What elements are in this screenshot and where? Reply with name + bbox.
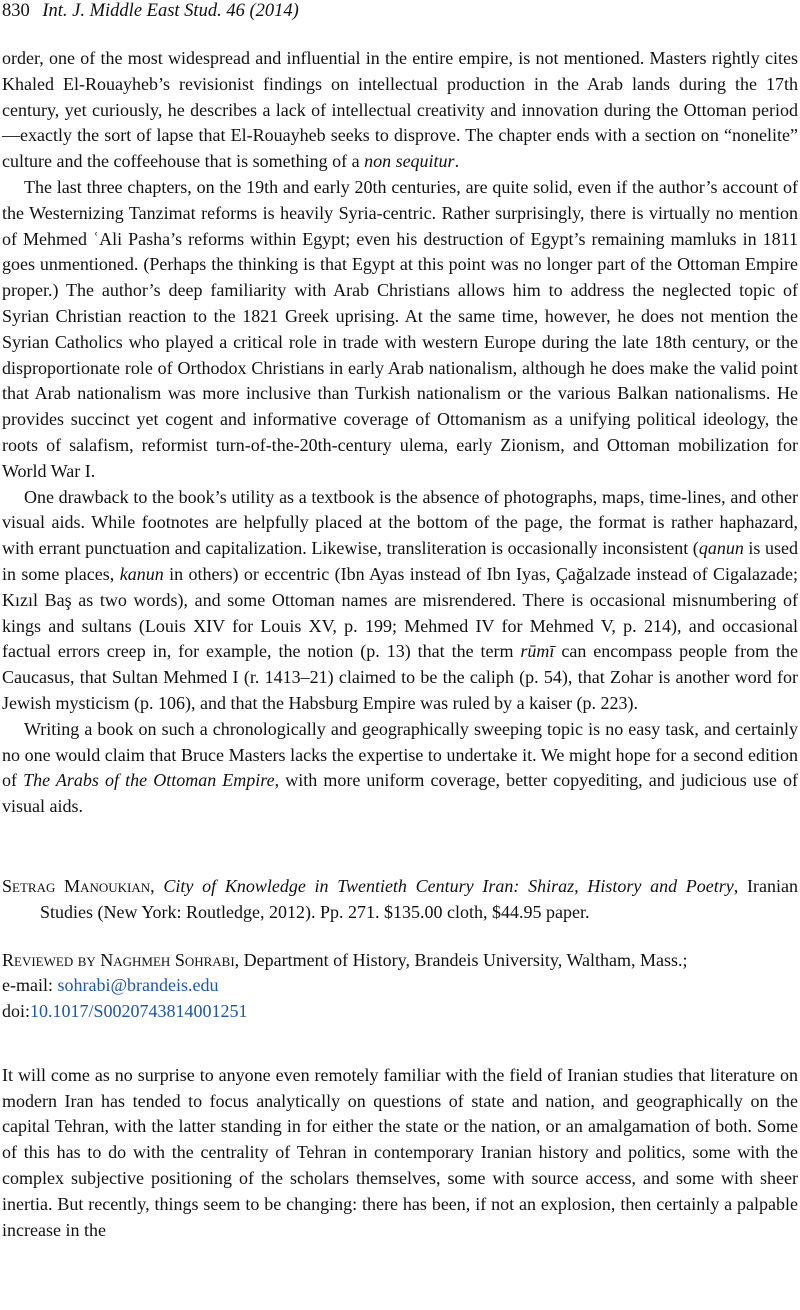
- page-number: 830: [2, 1, 30, 21]
- reviewer-line: [2, 948, 798, 1000]
- email-link[interactable]: sohrabi@brandeis.edu: [57, 975, 219, 996]
- book-title: City of Knowledge in Twentieth Century Iran: Shiraz, History and Poetry: [163, 875, 734, 896]
- italic-term: rūmī: [520, 641, 555, 662]
- paragraph-text: One drawback to the book’s utility as a textbook is the absence of photographs, maps, time-lines, and other visual aids. While footnotes are helpfully placed at the bottom of the page, the format is rather haphazard, with errant punctuation and capitalization. Likewise, transliteration is occasionally inconsistent (: [2, 486, 798, 559]
- paragraph-text: can encompass people from the Caucasus, that Sultan Mehmed I (r. 1413–21) claimed to be the caliph (p. 54), that Zohar is another word for Jewish mysticism (p. 106), and that the Habsburg Empire was ruled by a kaiser (p. 223).: [2, 641, 798, 713]
- doi-line: [2, 999, 798, 1025]
- doi-link[interactable]: 10.1017/S0020743814001251: [30, 1001, 248, 1022]
- book-author: Setrag Manoukian: [2, 875, 151, 896]
- italic-phrase: non sequitur: [364, 151, 455, 172]
- paragraph-text: order, one of the most widespread and influential in the entire empire, is not mentioned. Masters rightly cites Khaled El-Rouayheb’s revisionist findings on intellectual production in the Arab lands during the 17th century, yet curiously, he describes a lack of intellectual creativity and innovation during the Ottoman period—exactly the sort of lapse that El-Rouayheb seeks to disprove. The chapter ends with a section on “nonelite” culture and the coffeehouse that is something of a: [2, 48, 798, 172]
- page-body: [2, 46, 798, 1243]
- section-spacer: [2, 1025, 798, 1063]
- running-head: [2, 0, 798, 22]
- review2-paragraph-1: It will come as no surprise to anyone even remotely familiar with the field of Iranian studies that literature on modern Iran has tended to focus analytically on questions of state and nation, and geographically on the capital Tehran, with the latter standing in for either the state or the nation, or an amalgamation of both. Some of this has to do with the centrality of Tehran in contemporary Iranian history and politics, some with the complex subjective positioning of the scholars themselves, some with source access, and some with sheer inertia. But recently, things seem to be changing: there has been, if not an explosion, then certainly a palpable increase in the: [2, 1064, 798, 1240]
- paragraph-text: .: [454, 151, 460, 172]
- reviewer-name: Reviewed by Naghmeh Sohrabi: [2, 949, 235, 970]
- paragraph-text: Writing a book on such a chronologically and geographically sweeping topic is no easy task, and certainly no one would claim that Bruce Masters lacks the expertise to undertake it. We might hope for a second edition of: [2, 718, 798, 791]
- review1-paragraph-2: The last three chapters, on the 19th and early 20th centuries, are quite solid, even if the author’s account of the Westernizing Tanzimat reforms is heavily Syria-centric. Rather surprisingly, there is virtually no mention of Mehmed ʿAli Pasha’s reforms within Egypt; even his destruction of Egypt’s remaining mamluks in 1811 goes unmentioned. (Perhaps the thinking is that Egypt at this point was no longer part of the Ottoman Empire proper.) The author’s deep familiarity with Arab Christians allows him to address the neglected topic of Syrian Christian reaction to the 1821 Greek uprising. At the same time, however, he does not mention the Syrian Catholics who played a critical role in trade with western Europe during the late 18th century, or the disproportionate role of Orthodox Christians in early Arab nationalism, although he does make the valid point that Arab nationalism was more inclusive than Turkish nationalism or the various Balkan nationalisms. He provides succinct yet cogent and informative coverage of Ottomanism as a unifying political ideology, the roots of salafism, reformist turn-of-the-20th-century ulema, early Zionism, and Ottoman mobilization for World War I.: [2, 176, 798, 481]
- review1-paragraph-4: [2, 717, 798, 820]
- review1-paragraph-3: [2, 485, 798, 717]
- email-label: e-mail:: [2, 975, 58, 996]
- paragraph-text: , with more uniform coverage, better copyediting, and judicious use of visual aids.: [2, 770, 799, 817]
- reviewer-affiliation: , Department of History, Brandeis University, Waltham, Mass.;: [234, 949, 688, 970]
- paragraph-text: in others) or eccentric (Ibn Ayas instead of Ibn Iyas, Çağalzade instead of Cigalazade; Kızıl Baş as two words), and some Ottoman names are misrendered. There is occasional misnumbering of kings and sultans (Louis XIV for Louis XV, p. 199; Mehmed IV for Mehmed V, p. 214), and occasional factual errors creep in, for example, the notion (p. 13) that the term: [2, 563, 798, 662]
- book-title: The Arabs of the Ottoman Empire: [23, 770, 275, 791]
- italic-term: qanun: [698, 538, 744, 559]
- section-spacer: [2, 820, 798, 874]
- doi-label: doi:: [2, 1001, 31, 1022]
- journal-citation: Int. J. Middle East Stud. 46 (2014): [42, 1, 299, 21]
- book-citation: Setrag Manoukian, City of Knowledge in Twentieth Century Iran: Shiraz, History and Poetry, Iranian Studies (New York: Routledge, 2012). Pp. 271. $135.00 cloth, $44.95 paper.: [2, 875, 798, 922]
- publication-details: , Iranian Studies (New York: Routledge, 2012). Pp. 271. $135.00 cloth, $44.95 paper.: [40, 875, 798, 922]
- paragraph-text: is used in some places,: [2, 538, 799, 584]
- italic-term: kanun: [119, 563, 164, 584]
- review1-paragraph-1: [2, 46, 798, 175]
